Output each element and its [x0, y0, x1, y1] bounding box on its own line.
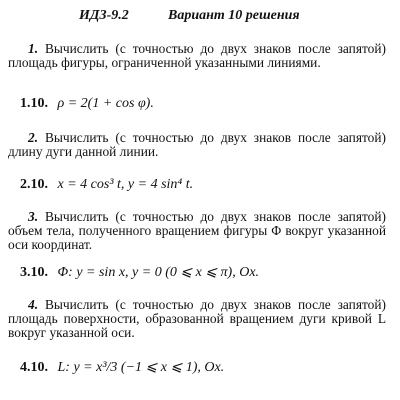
- task-1-number: 1.: [28, 41, 39, 56]
- task-4-number: 4.: [28, 297, 39, 312]
- task-4-formula-number: 4.10.: [20, 360, 48, 375]
- task-1-formula: [20, 96, 380, 112]
- variant-title: Вариант 10 решения: [168, 8, 300, 23]
- task-3-statement: Вычислить (с точностью до двух знаков после запятой) объем тела, полученного вращением фигуры Φ вокруг указанной оси координат.: [8, 209, 386, 252]
- task-4-formula: [20, 360, 380, 376]
- page-header: [0, 8, 400, 28]
- task-4-text: [8, 298, 386, 340]
- task-3-text: [8, 210, 386, 252]
- task-1-formula-number: 1.10.: [20, 96, 48, 111]
- assignment-code: ИДЗ-9.2: [79, 8, 129, 23]
- task-1-text: [8, 42, 386, 70]
- task-4-statement: Вычислить (с точностью до двух знаков после запятой) площадь поверхности, образованной вращением дуги кривой L вокруг указанной оси.: [8, 297, 386, 340]
- task-3-formula-number: 3.10.: [20, 265, 48, 280]
- task-3-number: 3.: [28, 209, 39, 224]
- task-2-statement: Вычислить (с точностью до двух знаков после запятой) длину дуги данной линии.: [8, 130, 386, 159]
- task-2-formula-number: 2.10.: [20, 177, 48, 192]
- task-2-text: [8, 131, 386, 159]
- task-3-formula: [20, 265, 380, 281]
- task-2-number: 2.: [28, 130, 39, 145]
- task-2-formula: [20, 177, 380, 193]
- task-2-formula-expression: x = 4 cos³ t, y = 4 sin⁴ t.: [57, 177, 194, 192]
- task-1-statement: Вычислить (с точностью до двух знаков после запятой) площадь фигуры, ограниченной указанными линиями.: [8, 41, 386, 70]
- task-1-formula-expression: ρ = 2(1 + cos φ).: [57, 96, 154, 111]
- task-3-formula-expression: Φ: y = sin x, y = 0 (0 ⩽ x ⩽ π), Ox.: [57, 265, 260, 280]
- task-4-formula-expression: L: y = x³/3 (−1 ⩽ x ⩽ 1), Ox.: [57, 360, 225, 375]
